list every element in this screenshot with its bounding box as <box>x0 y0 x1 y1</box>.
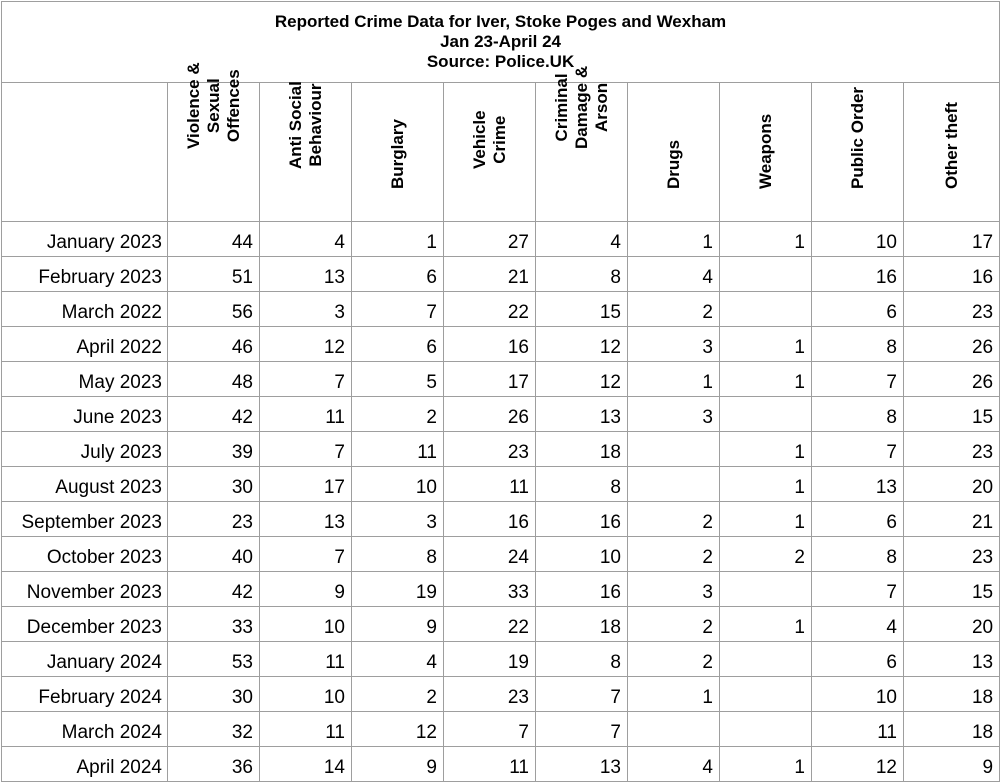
table-cell: 1 <box>720 362 812 397</box>
table-cell: 19 <box>444 642 536 677</box>
table-cell: 18 <box>904 677 1000 712</box>
table-cell: 10 <box>260 607 352 642</box>
row-month-label: June 2023 <box>2 397 168 432</box>
table-cell: 39 <box>168 432 260 467</box>
table-cell: 6 <box>812 642 904 677</box>
table-cell: 2 <box>352 397 444 432</box>
table-cell: 11 <box>812 712 904 747</box>
table-cell: 17 <box>444 362 536 397</box>
table-cell: 8 <box>536 257 628 292</box>
table-cell: 13 <box>812 467 904 502</box>
table-cell: 11 <box>352 432 444 467</box>
table-cell <box>628 712 720 747</box>
table-cell: 14 <box>260 747 352 782</box>
table-cell: 6 <box>352 327 444 362</box>
table-cell: 8 <box>352 537 444 572</box>
table-cell: 8 <box>536 467 628 502</box>
row-month-label: February 2023 <box>2 257 168 292</box>
table-title <box>2 2 1000 83</box>
table-cell: 3 <box>352 502 444 537</box>
table-cell: 18 <box>536 607 628 642</box>
table-cell: 20 <box>904 467 1000 502</box>
table-row <box>2 432 1000 467</box>
table-cell: 21 <box>444 257 536 292</box>
table-cell: 4 <box>260 222 352 257</box>
table-cell: 2 <box>352 677 444 712</box>
title-line-2: Jan 23-April 24 <box>440 32 562 51</box>
table-cell: 10 <box>260 677 352 712</box>
table-body <box>2 222 1000 782</box>
table-cell: 11 <box>444 747 536 782</box>
table-cell: 1 <box>720 222 812 257</box>
table-cell: 18 <box>904 712 1000 747</box>
row-month-label: February 2024 <box>2 677 168 712</box>
table-cell: 10 <box>352 467 444 502</box>
table-cell: 22 <box>444 607 536 642</box>
table-cell: 11 <box>260 712 352 747</box>
table-cell: 11 <box>444 467 536 502</box>
column-header <box>168 62 260 222</box>
table-row <box>2 257 1000 292</box>
row-month-label: January 2024 <box>2 642 168 677</box>
table-cell: 40 <box>168 537 260 572</box>
table-cell: 56 <box>168 292 260 327</box>
table-cell: 13 <box>536 397 628 432</box>
column-header-label <box>942 102 962 189</box>
table-cell: 11 <box>260 397 352 432</box>
table-cell: 1 <box>720 607 812 642</box>
table-cell: 16 <box>444 502 536 537</box>
table-cell: 16 <box>904 257 1000 292</box>
table-cell <box>628 432 720 467</box>
table-row <box>2 397 1000 432</box>
table-cell: 4 <box>628 747 720 782</box>
table-cell: 51 <box>168 257 260 292</box>
table-cell: 7 <box>260 362 352 397</box>
table-cell: 3 <box>628 327 720 362</box>
table-cell: 7 <box>812 362 904 397</box>
table-cell: 13 <box>260 257 352 292</box>
table-cell: 19 <box>352 572 444 607</box>
title-line-1: Reported Crime Data for Iver, Stoke Poges and Wexham <box>274 12 727 31</box>
table-cell: 3 <box>260 292 352 327</box>
table-cell: 12 <box>536 327 628 362</box>
table-cell: 10 <box>812 677 904 712</box>
table-cell: 1 <box>720 327 812 362</box>
table-cell: 21 <box>904 502 1000 537</box>
table-cell: 23 <box>444 432 536 467</box>
table-cell: 20 <box>904 607 1000 642</box>
row-month-label: July 2023 <box>2 432 168 467</box>
table-cell: 1 <box>720 747 812 782</box>
table-cell: 27 <box>444 222 536 257</box>
table-cell: 32 <box>168 712 260 747</box>
table-cell: 22 <box>444 292 536 327</box>
row-month-label: October 2023 <box>2 537 168 572</box>
table-cell: 46 <box>168 327 260 362</box>
table-cell: 16 <box>444 327 536 362</box>
table-cell: 2 <box>628 642 720 677</box>
table-cell: 23 <box>444 677 536 712</box>
table-row <box>2 537 1000 572</box>
row-month-label: March 2024 <box>2 712 168 747</box>
table-cell: 7 <box>260 432 352 467</box>
column-header-line: Arson <box>591 82 611 132</box>
row-month-label: May 2023 <box>2 362 168 397</box>
column-header-line: Behaviour <box>305 83 325 167</box>
table-cell <box>720 642 812 677</box>
table-cell <box>720 397 812 432</box>
column-header-line: Public Order <box>847 86 867 189</box>
table-cell: 6 <box>812 502 904 537</box>
table-cell <box>720 572 812 607</box>
table-cell: 18 <box>536 432 628 467</box>
column-header <box>812 83 904 222</box>
row-month-label: August 2023 <box>2 467 168 502</box>
table-cell: 1 <box>720 432 812 467</box>
column-header-line: Burglary <box>387 119 407 189</box>
table-row <box>2 467 1000 502</box>
row-month-label: December 2023 <box>2 607 168 642</box>
column-header-line: Vehicle <box>469 110 489 169</box>
table-cell: 15 <box>904 572 1000 607</box>
table-row <box>2 572 1000 607</box>
column-header-label <box>552 66 612 149</box>
column-header-label <box>184 62 244 149</box>
crime-data-table <box>1 1 1000 782</box>
table-row <box>2 327 1000 362</box>
row-month-label: April 2024 <box>2 747 168 782</box>
column-header <box>536 65 628 222</box>
corner-cell <box>2 83 168 222</box>
table-row <box>2 362 1000 397</box>
table-cell <box>720 257 812 292</box>
table-cell: 33 <box>168 607 260 642</box>
table-cell: 16 <box>536 572 628 607</box>
table-cell: 2 <box>628 607 720 642</box>
table-cell: 11 <box>260 642 352 677</box>
table-cell: 9 <box>260 572 352 607</box>
table-cell: 42 <box>168 397 260 432</box>
table-cell: 17 <box>260 467 352 502</box>
column-header-line: Damage & <box>571 65 591 149</box>
column-header-label <box>664 140 684 189</box>
table-cell: 3 <box>628 572 720 607</box>
table-cell: 33 <box>444 572 536 607</box>
title-line-3: Source: Police.UK <box>426 52 575 71</box>
table-cell: 7 <box>260 537 352 572</box>
table-row <box>2 222 1000 257</box>
column-header-row <box>2 83 1000 222</box>
table-row <box>2 712 1000 747</box>
table-cell: 1 <box>720 502 812 537</box>
table-cell: 26 <box>444 397 536 432</box>
table-cell: 15 <box>904 397 1000 432</box>
table-row <box>2 502 1000 537</box>
row-month-label: November 2023 <box>2 572 168 607</box>
table-cell: 8 <box>536 642 628 677</box>
table-cell: 48 <box>168 362 260 397</box>
table-cell: 1 <box>628 222 720 257</box>
table-cell: 7 <box>536 712 628 747</box>
table-cell: 8 <box>812 397 904 432</box>
column-header-line: Drugs <box>663 139 683 189</box>
column-header <box>444 83 536 222</box>
column-header-line: Weapons <box>755 113 775 189</box>
column-header-label <box>388 119 408 189</box>
table-cell: 5 <box>352 362 444 397</box>
table-cell: 2 <box>628 537 720 572</box>
column-header <box>260 83 352 222</box>
table-cell: 13 <box>904 642 1000 677</box>
column-header <box>904 83 1000 222</box>
table-row <box>2 677 1000 712</box>
table-cell: 12 <box>260 327 352 362</box>
row-month-label: January 2023 <box>2 222 168 257</box>
table-cell: 7 <box>812 572 904 607</box>
table-cell: 3 <box>628 397 720 432</box>
table-cell: 4 <box>628 257 720 292</box>
table-cell: 24 <box>444 537 536 572</box>
table-cell <box>628 467 720 502</box>
table-cell: 7 <box>444 712 536 747</box>
table-cell: 10 <box>536 537 628 572</box>
table-row <box>2 292 1000 327</box>
table-cell <box>720 292 812 327</box>
table-cell: 1 <box>720 467 812 502</box>
table-row <box>2 607 1000 642</box>
table-cell: 2 <box>720 537 812 572</box>
table-cell: 30 <box>168 677 260 712</box>
table-cell: 13 <box>260 502 352 537</box>
table-cell: 16 <box>536 502 628 537</box>
table-cell: 12 <box>812 747 904 782</box>
column-header-line: Sexual <box>203 78 223 134</box>
column-header-label <box>470 110 510 169</box>
table-cell: 23 <box>904 292 1000 327</box>
column-header-line: Other theft <box>941 102 961 189</box>
column-header-line: Offences <box>223 69 243 143</box>
column-header <box>720 83 812 222</box>
column-header-line: Anti Social <box>285 81 305 169</box>
table-cell: 4 <box>536 222 628 257</box>
table-cell: 12 <box>352 712 444 747</box>
row-month-label: March 2022 <box>2 292 168 327</box>
table-cell: 7 <box>536 677 628 712</box>
column-header-label <box>756 114 776 189</box>
table-cell: 26 <box>904 327 1000 362</box>
column-header-line: Criminal <box>551 73 571 142</box>
table-cell: 23 <box>904 432 1000 467</box>
table-cell: 42 <box>168 572 260 607</box>
table-cell: 10 <box>812 222 904 257</box>
table-cell: 1 <box>628 362 720 397</box>
table-cell: 2 <box>628 292 720 327</box>
table-row <box>2 642 1000 677</box>
table-cell: 23 <box>168 502 260 537</box>
table-cell: 26 <box>904 362 1000 397</box>
table-cell: 23 <box>904 537 1000 572</box>
table-cell: 17 <box>904 222 1000 257</box>
column-header-line: Violence & <box>183 62 203 149</box>
table-cell: 53 <box>168 642 260 677</box>
table-cell: 30 <box>168 467 260 502</box>
table-cell: 8 <box>812 537 904 572</box>
table-cell: 4 <box>352 642 444 677</box>
table-cell: 13 <box>536 747 628 782</box>
table-cell: 2 <box>628 502 720 537</box>
table-cell: 36 <box>168 747 260 782</box>
row-month-label: April 2022 <box>2 327 168 362</box>
table-cell: 15 <box>536 292 628 327</box>
table-cell <box>720 712 812 747</box>
column-header-label <box>848 87 868 189</box>
table-cell: 9 <box>352 747 444 782</box>
table-cell: 7 <box>352 292 444 327</box>
table-cell: 44 <box>168 222 260 257</box>
table-cell: 1 <box>352 222 444 257</box>
table-cell: 16 <box>812 257 904 292</box>
table-cell <box>720 677 812 712</box>
column-header <box>352 83 444 222</box>
table-cell: 12 <box>536 362 628 397</box>
table-cell: 1 <box>628 677 720 712</box>
table-cell: 7 <box>812 432 904 467</box>
column-header <box>628 83 720 222</box>
table-cell: 6 <box>812 292 904 327</box>
table-cell: 6 <box>352 257 444 292</box>
table-cell: 8 <box>812 327 904 362</box>
column-header-line: Crime <box>489 115 509 164</box>
row-month-label: September 2023 <box>2 502 168 537</box>
table-cell: 9 <box>904 747 1000 782</box>
table-cell: 9 <box>352 607 444 642</box>
table-cell: 4 <box>812 607 904 642</box>
table-row <box>2 747 1000 782</box>
column-header-label <box>286 81 326 169</box>
